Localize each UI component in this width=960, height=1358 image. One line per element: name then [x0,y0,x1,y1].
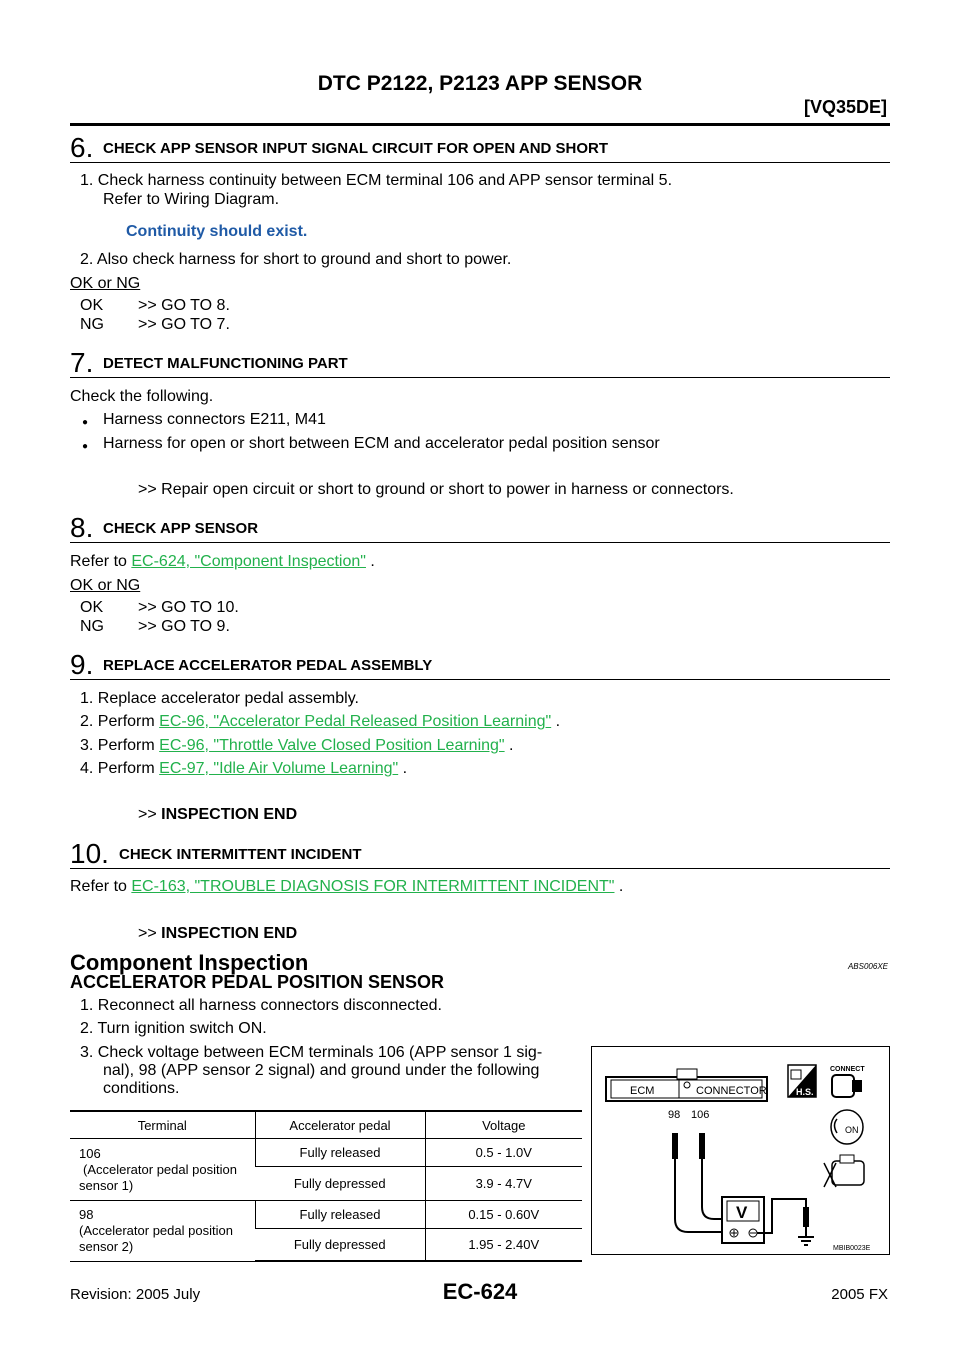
ng-action: >> GO TO 7. [138,316,230,333]
ng-label: NG [80,618,104,635]
component-line-3c: conditions. [103,1080,180,1097]
step-title: REPLACE ACCELERATOR PEDAL ASSEMBLY [103,657,433,674]
closed-position-learning-link[interactable]: EC-96, "Throttle Valve Closed Position Learning" [159,737,505,754]
list-item: ● Harness connectors E211, M41 [82,410,326,429]
voltmeter-label: V [736,1203,748,1222]
figure-code: MBIB0023E [833,1245,871,1252]
ecm-label: ECM [630,1085,655,1097]
step-number: 9. [70,649,94,680]
section-code: ABS006XE [847,962,888,971]
ok-label: OK [80,297,104,314]
ng-label: NG [80,316,104,333]
step-title: CHECK APP SENSOR INPUT SIGNAL CIRCUIT FOR OPEN AND SHORT [103,140,609,157]
svg-text:H.S.: H.S. [796,1087,814,1097]
ok-or-ng-label: OK or NG [70,275,141,292]
ground-probe [803,1207,809,1227]
step-6-line-1b: Refer to Wiring Diagram. [103,191,280,208]
step-number: 8. [70,512,94,543]
component-line-3a: 3. Check voltage between ECM terminals 106 (APP sensor 1 sig- [80,1044,543,1061]
step-8-heading [70,512,890,543]
component-inspection-link[interactable]: EC-624, "Component Inspection" [131,553,366,570]
pedal-cell: Fully depressed [255,1229,425,1262]
step-7-intro: Check the following. [70,388,214,405]
terminal-cell: 98 (Accelerator pedal position sensor 2) [70,1201,255,1262]
connector-label: CONNECTOR [696,1085,767,1097]
section-subtitle: ACCELERATOR PEDAL POSITION SENSOR [70,972,445,992]
pin-106-label: 106 [691,1109,710,1121]
inspection-diagram [591,1046,890,1255]
svg-text:ON: ON [845,1125,859,1135]
component-line-2: 2. Turn ignition switch ON. [80,1020,267,1037]
step-8-refer: Refer to EC-624, "Component Inspection" . [70,553,375,570]
ecm-connector [606,1069,767,1101]
voltage-cell: 0.15 - 0.60V [425,1201,582,1229]
pedal-cell: Fully released [255,1201,425,1229]
table-header-row [70,1111,582,1139]
voltage-spec-table [70,1110,582,1262]
step-10-refer: Refer to EC-163, "TROUBLE DIAGNOSIS FOR INTERMITTENT INCIDENT" . [70,878,624,895]
table-row [70,1139,582,1167]
step-number: 6. [70,132,94,163]
column-header: Terminal [70,1111,255,1139]
ok-action: >> GO TO 8. [138,297,230,314]
list-item: ● Harness for open or short between ECM and accelerator pedal position sensor [82,434,660,453]
section-title: Component Inspection [70,950,309,975]
step-10-heading [70,838,890,869]
engine-off-icon [824,1155,864,1187]
pin-98-label: 98 [668,1109,681,1121]
bullet-icon: ● [82,441,89,452]
ok-action: >> GO TO 10. [138,599,239,616]
column-header: Accelerator pedal [255,1111,425,1139]
step-7-heading [70,347,890,378]
bullet-icon: ● [82,417,89,428]
model-year: 2005 FX [831,1286,888,1303]
component-line-1: 1. Reconnect all harness connectors disconnected. [80,997,442,1014]
step-title: CHECK INTERMITTENT INCIDENT [119,846,362,863]
column-header: Voltage [425,1111,582,1139]
header-rule [70,123,890,126]
ok-or-ng-label: OK or NG [70,577,141,594]
intermittent-incident-link[interactable]: EC-163, "TROUBLE DIAGNOSIS FOR INTERMITTENT INCIDENT" [131,878,615,895]
ng-action: >> GO TO 9. [138,618,230,635]
step-9-heading [70,649,890,680]
voltage-cell: 1.95 - 2.40V [425,1229,582,1262]
step-number: 10. [70,838,109,869]
page-title: DTC P2122, P2123 APP SENSOR [317,72,643,95]
connect-icon [830,1066,865,1097]
terminal-cell: 106 (Accelerator pedal position sensor 1) [70,1139,255,1201]
released-position-learning-link[interactable]: EC-96, "Accelerator Pedal Released Position Learning" [159,713,552,730]
voltmeter [722,1197,764,1243]
step-10-end: >> INSPECTION END [138,925,298,942]
step-9-line-3: 3. Perform EC-96, "Throttle Valve Closed Position Learning" . [80,737,514,754]
hs-icon [788,1065,816,1097]
engine-code: [VQ35DE] [803,97,887,117]
step-title: CHECK APP SENSOR [103,520,259,537]
step-6-heading [70,132,890,163]
ok-label: OK [80,599,104,616]
step-9-line-4: 4. Perform EC-97, "Idle Air Volume Learning" . [80,760,408,777]
pedal-cell: Fully depressed [255,1167,425,1201]
ignition-on-icon [831,1110,863,1144]
step-title: DETECT MALFUNCTIONING PART [103,355,348,372]
probe-98 [672,1133,678,1159]
page-number: EC-624 [442,1279,518,1304]
step-9-end: >> INSPECTION END [138,806,298,823]
step-9-line-2: 2. Perform EC-96, "Accelerator Pedal Released Position Learning" . [80,713,561,730]
voltage-cell: 3.9 - 4.7V [425,1167,582,1201]
component-line-3b: nal), 98 (APP sensor 2 signal) and ground under the following [103,1062,540,1079]
step-6-spec: Continuity should exist. [126,223,308,240]
svg-text:CONNECT: CONNECT [830,1066,865,1073]
step-9-line-1: 1. Replace accelerator pedal assembly. [80,690,359,707]
table-row [70,1201,582,1229]
idle-air-volume-learning-link[interactable]: EC-97, "Idle Air Volume Learning" [159,760,399,777]
step-7-action: >> Repair open circuit or short to ground or short to power in harness or connectors. [138,481,734,498]
revision-date: Revision: 2005 July [70,1286,201,1303]
pedal-cell: Fully released [255,1139,425,1167]
voltage-cell: 0.5 - 1.0V [425,1139,582,1167]
step-number: 7. [70,347,94,378]
step-6-line-2: 2. Also check harness for short to ground and short to power. [80,251,512,268]
probe-106 [699,1133,705,1159]
step-6-line-1: 1. Check harness continuity between ECM terminal 106 and APP sensor terminal 5. [80,172,673,189]
